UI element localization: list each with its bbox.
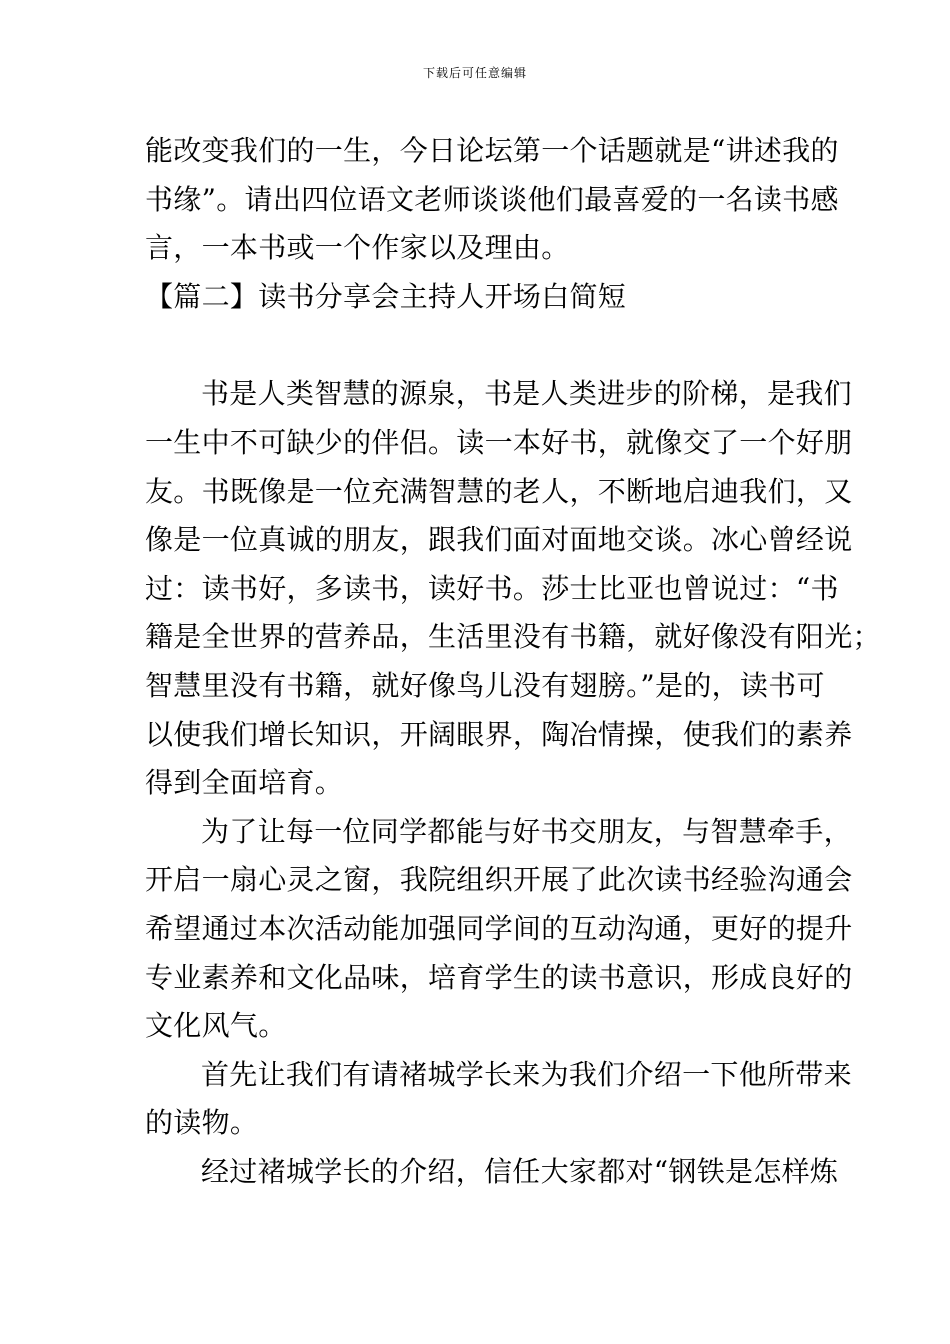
page-header-note: 下载后可任意编辑 <box>422 66 527 80</box>
text-line: 开启一扇心灵之窗，我院组织开展了此次读书经验沟通会 <box>145 863 853 897</box>
paragraph-3 <box>145 1051 852 1148</box>
text-line: 文化风气。 <box>145 1009 287 1043</box>
text-line: 过：读书好，多读书，读好书。莎士比亚也曾说过：“书 <box>145 571 839 605</box>
intro-paragraph <box>145 127 839 273</box>
text-line: 希望通过本次活动能加强同学间的互动沟通，更好的提升 <box>145 911 853 945</box>
text-line: 友。书既像是一位充满智慧的老人，不断地启迪我们，又 <box>145 474 853 508</box>
text-line: 一生中不可缺少的伴侣。读一本好书，就像交了一个好朋 <box>145 425 853 459</box>
text-line: 言，一本书或一个作家以及理由。 <box>145 231 570 265</box>
text-line: 书是人类智慧的源泉，书是人类进步的阶梯，是我们 <box>201 377 852 411</box>
text-line: 专业素养和文化品味，培育学生的读书意识，形成良好的 <box>145 960 853 994</box>
text-line: 以使我们增长知识，开阔眼界，陶冶情操，使我们的素养 <box>145 717 853 751</box>
paragraph-2 <box>145 808 853 1051</box>
text-line: 智慧里没有书籍，就好像鸟儿没有翅膀。”是的，读书可 <box>145 668 825 702</box>
text-line: 能改变我们的一生，今日论坛第一个话题就是“讲述我的 <box>145 134 839 167</box>
text-line: 经过褚城学长的介绍，信任大家都对“钢铁是怎样炼 <box>201 1154 839 1188</box>
text-line: 的读物。 <box>145 1106 259 1140</box>
text-line: 为了让每一位同学都能与好书交朋友，与智慧牵手， <box>201 814 852 848</box>
text-line: 书缘”。请出四位语文老师谈谈他们最喜爱的一名读书感 <box>145 182 839 216</box>
blank-line <box>145 321 810 370</box>
paragraph-4 <box>145 1148 839 1197</box>
text-line: 首先让我们有请褚城学长来为我们介绍一下他所带来 <box>201 1057 852 1091</box>
document-body <box>145 127 881 1196</box>
section-title: 【篇二】读书分享会主持人开场白简短 <box>145 279 627 313</box>
text-line: 像是一位真诚的朋友，跟我们面对面地交谈。冰心曾经说 <box>145 523 853 557</box>
text-line: 籍是全世界的营养品，生活里没有书籍，就好像没有阳光； <box>145 620 881 654</box>
paragraph-1 <box>145 370 881 807</box>
text-line: 得到全面培育。 <box>145 766 344 800</box>
